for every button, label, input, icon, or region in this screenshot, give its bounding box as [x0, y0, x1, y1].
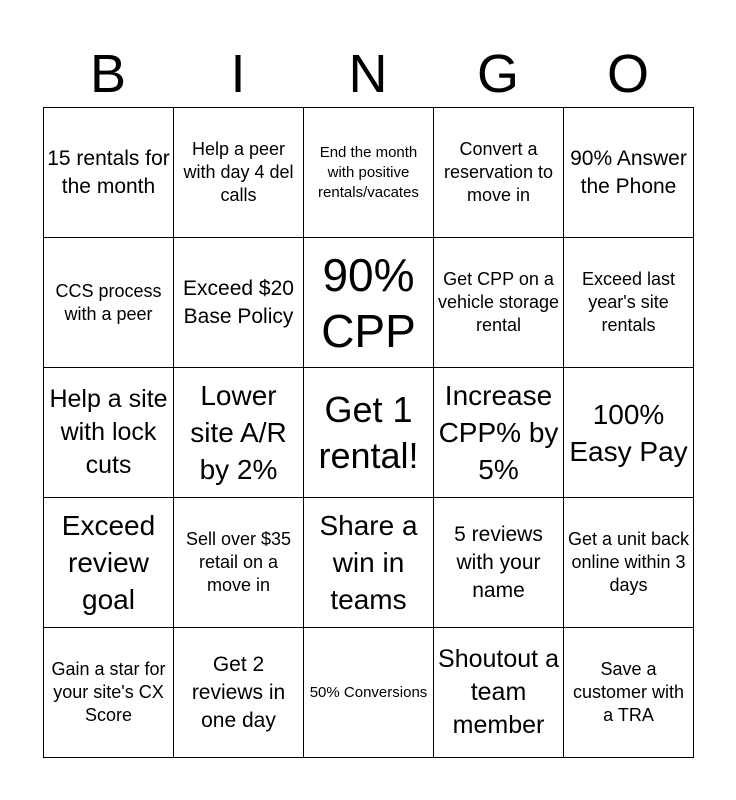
cell-text: CCS process with a peer: [55, 280, 162, 324]
bingo-cell-r5c4[interactable]: [434, 628, 564, 758]
cell-text: Gain a star for your site's CX Score: [51, 659, 166, 725]
header-letter-o: O: [606, 44, 649, 104]
cell-text: 90% CPP: [321, 248, 416, 357]
cell-text: 5 reviews with your name: [454, 522, 543, 602]
cell-text: Exceed review goal: [61, 510, 156, 615]
cell-text: Get 1 rental!: [318, 388, 419, 476]
cell-text: End the month with positive rentals/vacates: [318, 143, 419, 201]
cell-text: 15 rentals for the month: [47, 146, 170, 198]
cell-text: Exceed $20 Base Policy: [183, 276, 294, 328]
bingo-cell-r4c5[interactable]: [564, 498, 694, 628]
header-letter-g: G: [476, 44, 519, 104]
bingo-cell-r1c2[interactable]: [174, 108, 304, 238]
cell-text: Shoutout a team member: [438, 645, 559, 739]
cell-text: Exceed last year's site rentals: [581, 269, 676, 335]
bingo-cell-r5c5[interactable]: [564, 628, 694, 758]
cell-text: Get a unit back online within 3 days: [567, 529, 690, 595]
bingo-cell-r1c5[interactable]: [564, 108, 694, 238]
bingo-board: [43, 107, 694, 758]
bingo-cell-r3c1[interactable]: [44, 368, 174, 498]
bingo-cell-r2c2[interactable]: [174, 238, 304, 368]
cell-text: Sell over $35 retail on a move in: [185, 529, 292, 595]
cell-text: 90% Answer the Phone: [570, 146, 687, 198]
cell-text: 50% Conversions: [309, 683, 428, 701]
bingo-cell-r2c1[interactable]: [44, 238, 174, 368]
cell-text: Get 2 reviews in one day: [191, 652, 286, 732]
bingo-cell-r1c4[interactable]: [434, 108, 564, 238]
bingo-cell-r5c1[interactable]: [44, 628, 174, 758]
bingo-cell-r3c2[interactable]: [174, 368, 304, 498]
bingo-cell-r4c1[interactable]: [44, 498, 174, 628]
cell-text: Lower site A/R by 2%: [190, 380, 287, 485]
bingo-cell-r4c3[interactable]: [304, 498, 434, 628]
cell-text: Save a customer with a TRA: [572, 659, 685, 725]
bingo-cell-r2c3[interactable]: [304, 238, 434, 368]
cell-text: Help a peer with day 4 del calls: [183, 139, 294, 205]
cell-text: Help a site with lock cuts: [49, 385, 168, 479]
bingo-cell-r5c2[interactable]: [174, 628, 304, 758]
cell-text: Increase CPP% by 5%: [438, 380, 559, 485]
cell-text: Share a win in teams: [319, 510, 418, 615]
header-letter-n: N: [348, 44, 388, 104]
bingo-cell-r3c4[interactable]: [434, 368, 564, 498]
cell-text: Convert a reservation to move in: [443, 139, 554, 205]
bingo-cell-r4c2[interactable]: [174, 498, 304, 628]
bingo-cell-r5c3[interactable]: [304, 628, 434, 758]
bingo-cell-r3c3[interactable]: [304, 368, 434, 498]
cell-text: Get CPP on a vehicle storage rental: [437, 269, 560, 335]
bingo-cell-r4c4[interactable]: [434, 498, 564, 628]
bingo-header: [43, 40, 693, 108]
cell-text: 100% Easy Pay: [569, 398, 688, 467]
bingo-cell-r1c1[interactable]: [44, 108, 174, 238]
bingo-cell-r3c5[interactable]: [564, 368, 694, 498]
header-letter-i: I: [230, 44, 246, 104]
bingo-cell-r2c5[interactable]: [564, 238, 694, 368]
header-letter-b: B: [89, 44, 127, 104]
bingo-cell-r2c4[interactable]: [434, 238, 564, 368]
bingo-cell-r1c3[interactable]: [304, 108, 434, 238]
